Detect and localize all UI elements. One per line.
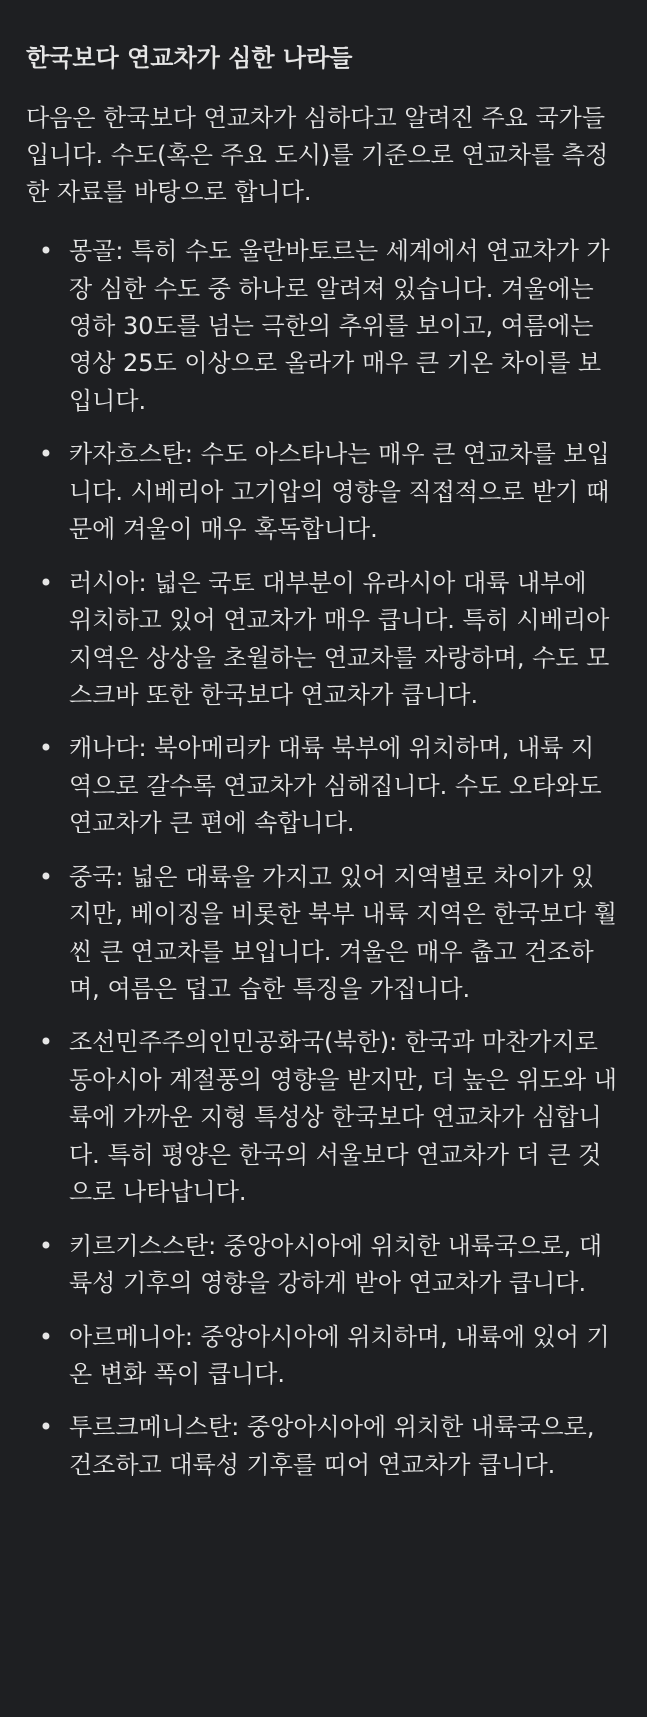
intro-paragraph: 다음은 한국보다 연교차가 심하다고 알려진 주요 국가들입니다. 수도(혹은 주요 도시)를 기준으로 연교차를 측정한 자료를 바탕으로 합니다. [26,103,609,206]
bullet-icon: • [38,1322,54,1351]
bullet-icon: • [38,1231,54,1260]
list-item-text: 카자흐스탄: 수도 아스타나는 매우 큰 연교차를 보입니다. 시베리아 고기압의 영향을 직접적으로 받기 때문에 겨울이 매우 혹독합니다. [69,440,610,544]
list-item-text: 몽골: 특히 수도 울란바토르는 세계에서 연교차가 가장 심한 수도 중 하나로 알려져 있습니다. 겨울에는 영하 30도를 넘는 극한의 추위를 보이고, 여름에는 영상 25도 이상으로 올라가 매우 큰 기온 차이를 보입니다. [69,237,610,415]
bullet-icon: • [38,1413,54,1442]
list-item-text: 러시아: 넓은 국토 대부분이 유라시아 대륙 내부에 위치하고 있어 연교차가 매우 큽니다. 특히 시베리아 지역은 상상을 초월하는 연교차를 자랑하며, 수도 모스크바 또한 한국보다 연교차가 큽니다. [69,568,610,709]
list-item-text: 중국: 넓은 대륙을 가지고 있어 지역별로 차이가 있지만, 베이징을 비롯한 북부 내륙 지역은 한국보다 훨씬 큰 연교차를 보입니다. 겨울은 매우 춥고 건조하며, 여름은 덥고 습한 특징을 가집니다. [69,862,617,1004]
list-item-text: 조선민주주의인민공화국(북한): 한국과 마찬가지로 동아시아 계절풍의 영향을 받지만, 더 높은 위도와 내륙에 가까운 지형 특성상 한국보다 연교차가 심합니다. 특히 평양은 한국의 서울보다 연교차가 더 큰 것으로 나타납니다. [69,1028,617,1207]
list-item-text: 투르크메니스탄: 중앙아시아에 위치한 내륙국으로, 건조하고 대륙성 기후를 띠어 연교차가 큽니다. [69,1413,595,1479]
bullet-icon: • [38,237,54,266]
list-item [26,1228,617,1303]
response-title: 한국보다 연교차가 심한 나라들 [26,44,353,72]
list-item-text: 캐나다: 북아메리카 대륙 북부에 위치하며, 내륙 지역으로 갈수록 연교차가 심해집니다. 수도 오타와도 연교차가 큰 편에 속합니다. [69,734,602,838]
list-item [26,1024,617,1211]
bullet-icon: • [38,734,54,763]
list-item-text: 아르메니아: 중앙아시아에 위치하며, 내륙에 있어 기온 변화 폭이 큽니다. [69,1322,610,1388]
list-item [26,730,617,842]
list-item-text: 키르기스스탄: 중앙아시아에 위치한 내륙국으로, 대륙성 기후의 영향을 강하게 받아 연교차가 큽니다. [69,1231,603,1298]
bullet-icon: • [38,862,54,891]
country-list [26,233,617,1484]
list-item [26,436,617,548]
list-item [26,233,617,420]
bullet-icon: • [38,440,54,469]
list-item [26,565,617,715]
bullet-icon: • [38,568,54,597]
list-item [26,1319,617,1394]
list-item [26,1409,617,1484]
bullet-icon: • [38,1028,54,1057]
list-item [26,859,617,1009]
